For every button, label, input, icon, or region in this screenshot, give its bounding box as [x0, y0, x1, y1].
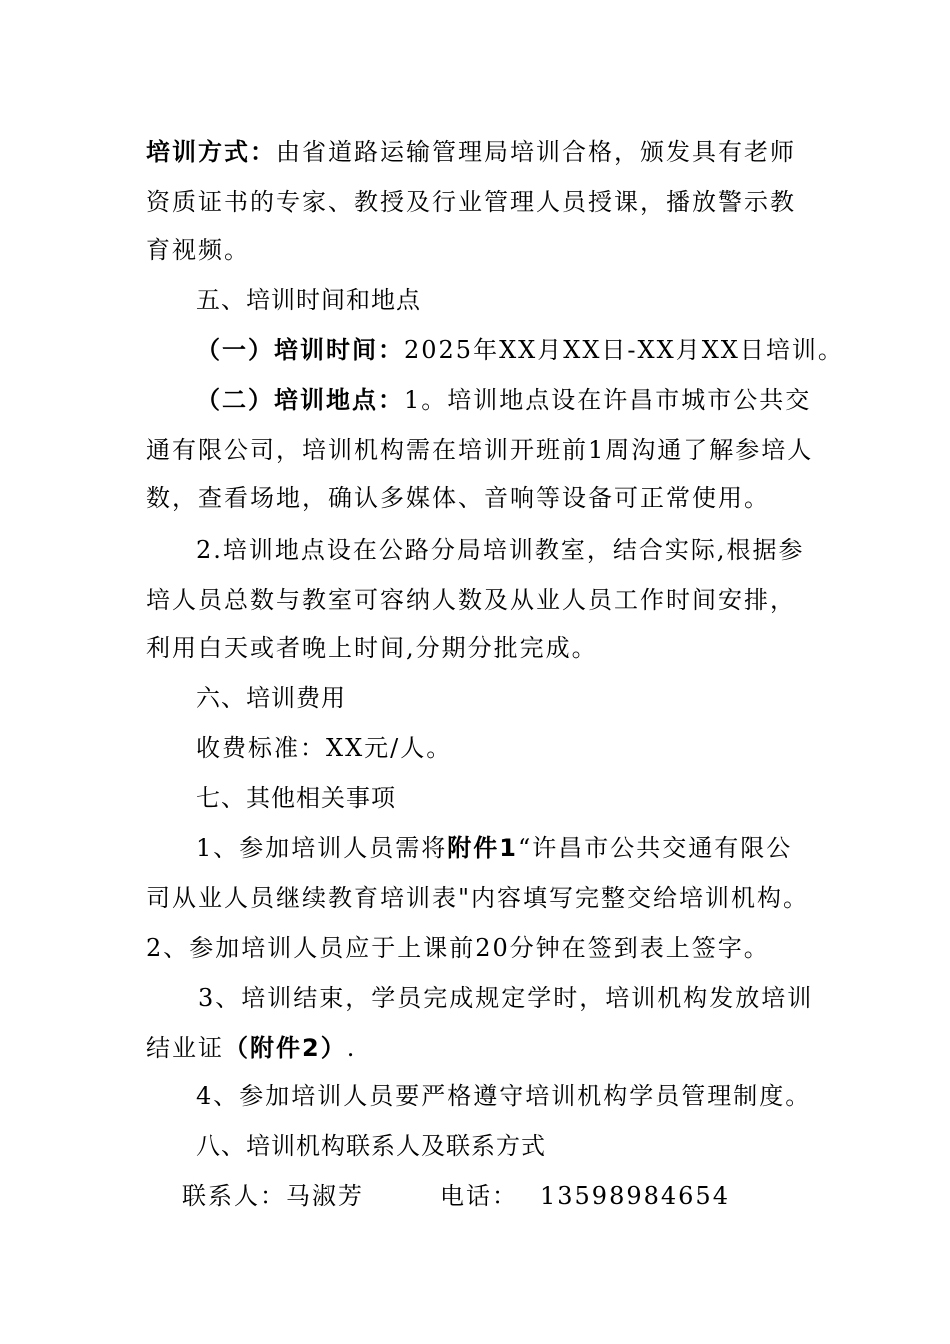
training-place-label: （二）培训地点： [196, 386, 404, 414]
item-1-prefix: 1、参加培训人员需将 [196, 834, 448, 862]
method-text-1: 由省道路运输管理局培训合格，颁发具有老师 [276, 138, 796, 166]
item-1-rest: “许昌市公共交通有限公 [517, 834, 793, 862]
contact-person [182, 1180, 364, 1212]
training-place-line-3: 数，查看场地，确认多媒体、音响等设备可正常使用。 [146, 484, 770, 512]
training-time-text: 2025年XX月XX日-XX月XX日培训。 [404, 336, 844, 364]
training-place-line-2: 通有限公司，培训机构需在培训开班前1周沟通了解参培人 [146, 436, 814, 464]
method-line-1 [146, 136, 796, 168]
method-line-3: 育视频。 [146, 236, 250, 264]
training-place2-line-2: 培人员总数与教室可容纳人数及从业人员工作时间安排， [146, 586, 796, 614]
method-label: 培训方式： [146, 138, 276, 166]
item-3-prefix: 结业证 [146, 1034, 224, 1062]
method-line-2: 资质证书的专家、教授及行业管理人员授课，播放警示教 [146, 188, 796, 216]
contact-name: 马淑芳 [286, 1182, 364, 1210]
item-1-line-1 [196, 832, 792, 864]
item-4: 4、参加培训人员要严格遵守培训机构学员管理制度。 [196, 1082, 812, 1110]
training-place-text-1: 1。培训地点设在许昌市城市公共交 [404, 386, 812, 414]
phone-number: 13598984654 [540, 1182, 730, 1210]
training-place2-line-1: 2.培训地点设在公路分局培训教室，结合实际,根据参 [196, 536, 805, 564]
item-1-line-2: 司从业人员继续教育培训表"内容填写完整交给培训机构。 [146, 884, 810, 912]
attachment-2-ref: （附件2） [224, 1034, 347, 1062]
contact-phone [440, 1180, 730, 1212]
contact-label: 联系人： [182, 1182, 286, 1210]
training-time-label: （一）培训时间： [196, 336, 404, 364]
phone-label: 电话： [440, 1182, 518, 1210]
item-3-suffix: . [346, 1034, 357, 1062]
training-time [196, 334, 844, 366]
item-3-line-2 [146, 1032, 356, 1064]
section-5-heading: 五、培训时间和地点 [196, 286, 421, 314]
section-7-heading: 七、其他相关事项 [196, 784, 396, 812]
item-3-line-1: 3、培训结束，学员完成规定学时，培训机构发放培训 [198, 984, 814, 1012]
section-6-heading: 六、培训费用 [196, 684, 346, 712]
section-8-heading: 八、培训机构联系人及联系方式 [196, 1132, 546, 1160]
item-2: 2、参加培训人员应于上课前20分钟在签到表上签字。 [146, 934, 770, 962]
training-place2-line-3: 利用白天或者晚上时间,分期分批完成。 [146, 634, 598, 662]
training-place-line-1 [196, 384, 811, 416]
fee-standard: 收费标准：XX元/人。 [196, 734, 453, 762]
attachment-1-ref: 附件1 [447, 834, 518, 862]
